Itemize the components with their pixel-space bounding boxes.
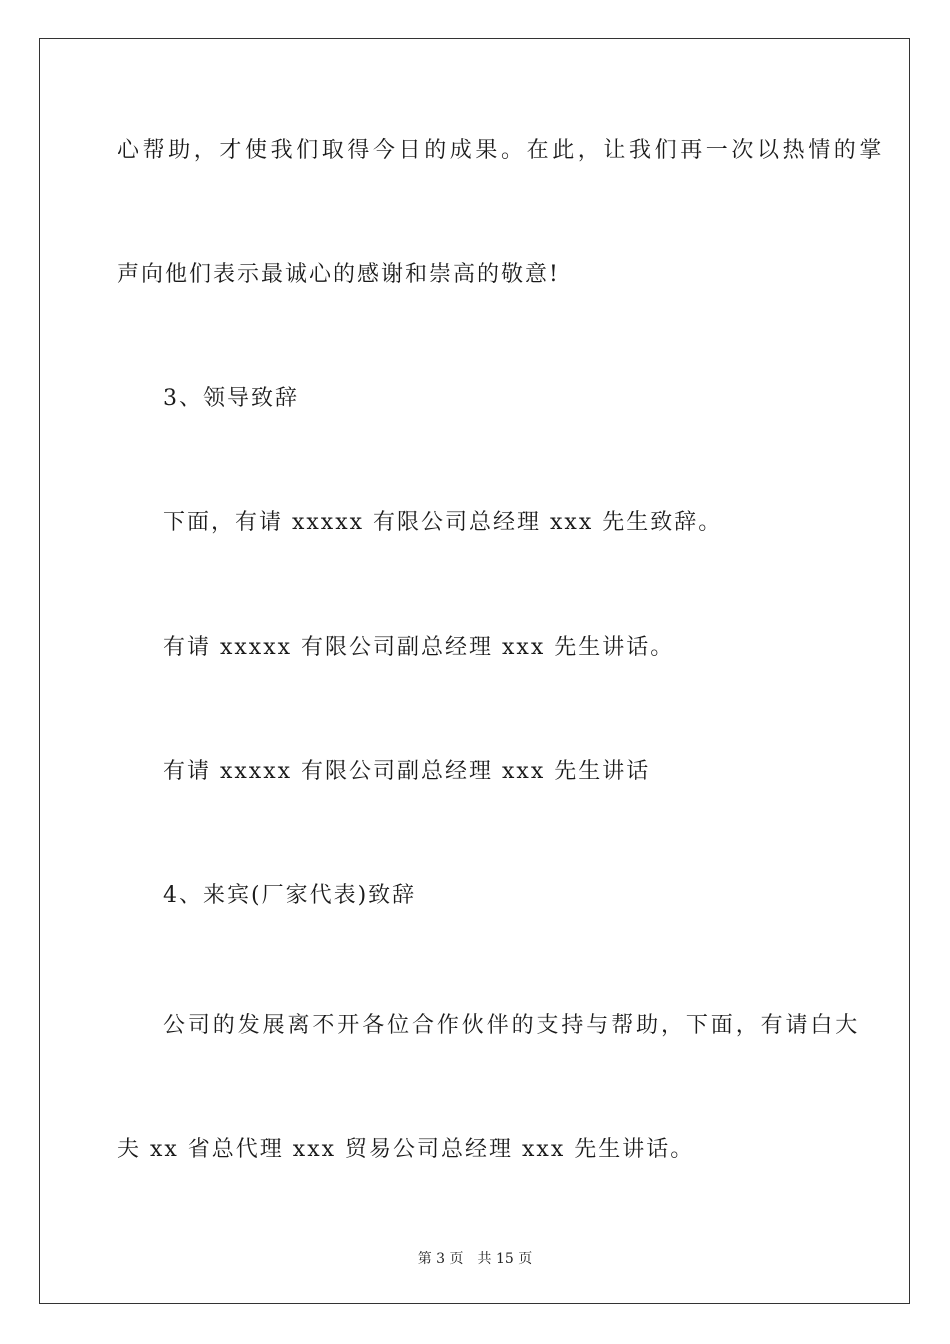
page-border: [39, 38, 910, 1304]
page-footer: [0, 1248, 950, 1268]
section-heading-leader-speech: 3、领导致辞: [163, 386, 299, 411]
page-number-total: 共 15 页: [477, 1251, 533, 1267]
paragraph-line-6: 有请 xxxxx 有限公司副总经理 xxx 先生讲话: [163, 759, 651, 784]
paragraph-line-8: 公司的发展离不开各位合作伙伴的支持与帮助，下面，有请白大: [163, 1013, 861, 1038]
paragraph-line-9: 夫 xx 省总代理 xxx 贸易公司总经理 xxx 先生讲话。: [117, 1137, 695, 1162]
paragraph-line-1: 心帮助，才使我们取得今日的成果。在此，让我们再一次以热情的掌: [117, 138, 886, 163]
section-heading-guest-speech: 4、来宾(厂家代表)致辞: [163, 883, 417, 908]
paragraph-line-2: 声向他们表示最诚心的感谢和崇高的敬意!: [117, 262, 560, 287]
paragraph-line-4: 下面，有请 xxxxx 有限公司总经理 xxx 先生致辞。: [163, 510, 723, 535]
paragraph-line-5: 有请 xxxxx 有限公司副总经理 xxx 先生讲话。: [163, 635, 675, 660]
page-number-current: 第 3 页: [417, 1251, 464, 1267]
